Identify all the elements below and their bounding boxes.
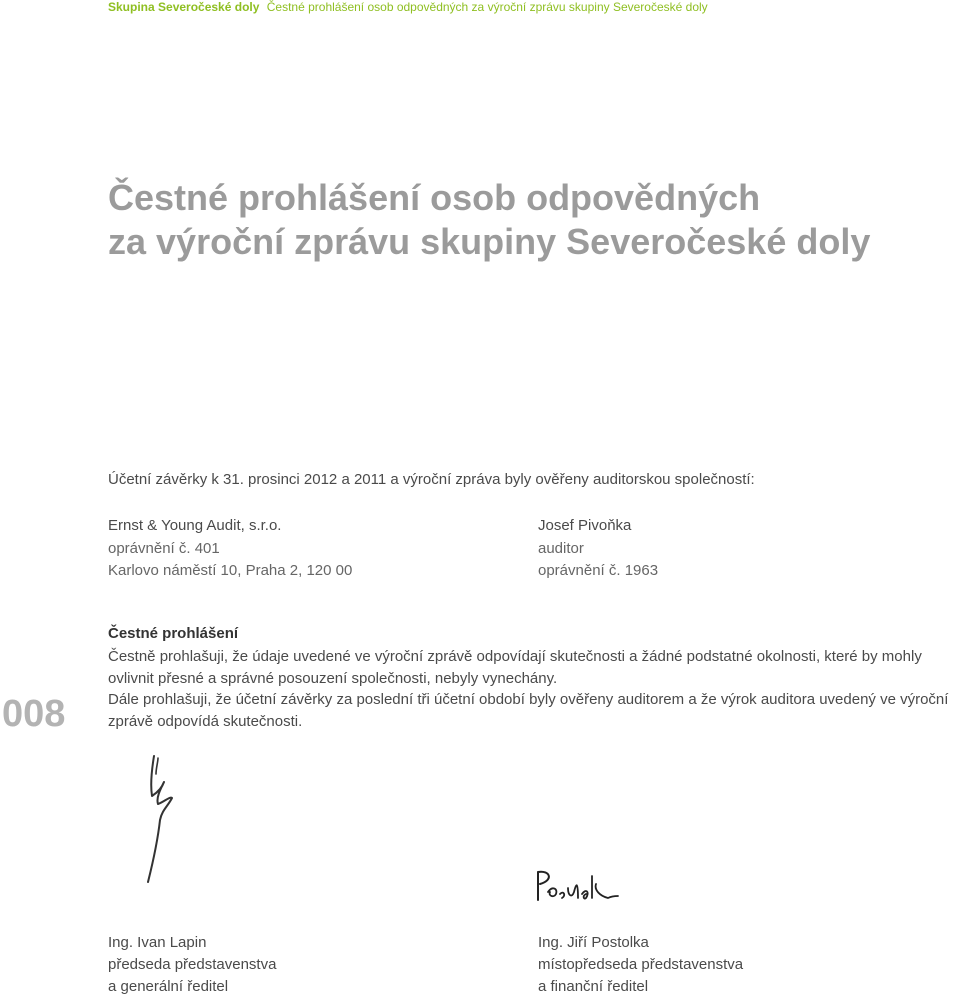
page-title-line-2: za výroční zprávu skupiny Severočeské doly bbox=[108, 221, 871, 262]
signature-postolka bbox=[530, 866, 620, 906]
page-title-line-1: Čestné prohlášení osob odpovědných bbox=[108, 177, 761, 218]
header-section-title: Čestné prohlášení osob odpovědných za výroční zprávu skupiny Severočeské doly bbox=[266, 0, 708, 14]
declaration-paragraph-2: Dále prohlašuji, že účetní závěrky za poslední tři účetní období byly ověřeny auditorem a že výrok auditora uvedený ve výroční zprávě odpovídá skutečnosti. bbox=[108, 691, 949, 730]
audit-intro: Účetní závěrky k 31. prosinci 2012 a 2011 a výroční zpráva byly ověřeny auditorskou společností: bbox=[108, 471, 755, 488]
signatory-left-name: Ing. Ivan Lapin bbox=[108, 934, 207, 951]
declaration-section bbox=[108, 624, 960, 732]
page-number: 008 bbox=[2, 693, 66, 735]
signature-lapin bbox=[140, 748, 200, 888]
running-header bbox=[108, 0, 708, 14]
signatory-right bbox=[538, 932, 743, 998]
audit-firm-block bbox=[108, 515, 352, 583]
signatory-right-role-2: a finanční ředitel bbox=[538, 978, 649, 995]
signatory-right-role: místopředseda představenstva bbox=[538, 956, 744, 973]
auditor-license: oprávnění č. 1963 bbox=[538, 562, 659, 579]
auditor-name: Josef Pivoňka bbox=[538, 517, 632, 534]
signatory-left bbox=[108, 932, 276, 998]
page-title bbox=[108, 176, 870, 264]
signatory-right-name: Ing. Jiří Postolka bbox=[538, 934, 649, 951]
audit-firm-name: Ernst & Young Audit, s.r.o. bbox=[108, 517, 282, 534]
header-brand: Skupina Severočeské doly bbox=[108, 0, 260, 14]
declaration-heading: Čestné prohlášení bbox=[108, 625, 239, 642]
auditor-role: auditor bbox=[538, 539, 584, 557]
auditor-person-block bbox=[538, 515, 658, 583]
declaration-paragraph-1: Čestně prohlašuji, že údaje uvedené ve výroční zprávě odpovídají skutečnosti a žádné podstatné okolnosti, které by mohly ovlivnit přesné a správné posouzení společnosti, nebyly vynechány. bbox=[108, 648, 922, 687]
signatory-left-role: předseda představenstva bbox=[108, 956, 277, 973]
signatory-left-role-2: a generální ředitel bbox=[108, 978, 229, 995]
audit-firm-address: Karlovo náměstí 10, Praha 2, 120 00 bbox=[108, 562, 353, 579]
audit-firm-license: oprávnění č. 401 bbox=[108, 539, 220, 557]
